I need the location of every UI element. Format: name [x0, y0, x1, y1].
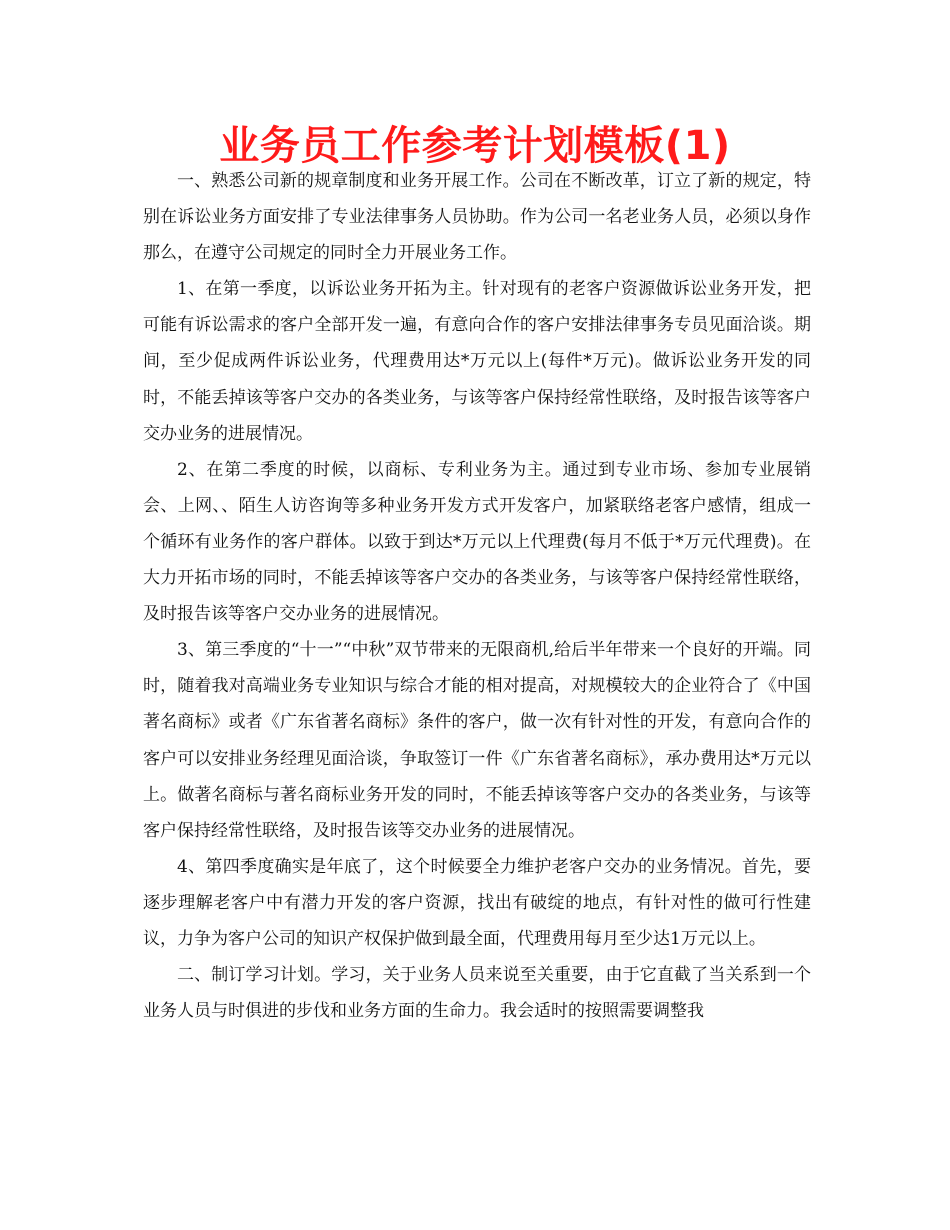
- paragraph-intro: 一、熟悉公司新的规章制度和业务开展工作。公司在不断改革，订立了新的规定，特别在诉讼业务方面安排了专业法律事务人员协助。作为公司一名老业务人员，必须以身作那么，在遵守公司规定的同时全力开展业务工作。: [143, 171, 811, 264]
- paragraph-study-plan: 二、制订学习计划。学习，关于业务人员来说至关重要，由于它直截了当关系到一个业务人员与时俱进的步伐和业务方面的生命力。我会适时的按照需要调整我: [143, 965, 811, 1022]
- paragraph-q2: 2、在第二季度的时候，以商标、专利业务为主。通过到专业市场、参加专业展销会、上网、、陌生人访咨询等多种业务开发方式开发客户，加紧联络老客户感情，组成一个循环有业务作的客户群体。以致于到达*万元以上代理费(每月不低于*万元代理费)。在大力开拓市场的同时，不能丢掉该等客户交办的各类业务，与该等客户保持经常性联络，及时报告该等客户交办业务的进展情况。: [143, 459, 811, 625]
- paragraph-q3: 3、第三季度的“十一”“中秋”双节带来的无限商机,给后半年带来一个良好的开端。同时，随着我对高端业务专业知识与综合才能的相对提高，对规模较大的企业符合了《中国著名商标》或者《广东省著名商标》条件的客户，做一次有针对性的开发，有意向合作的客户可以安排业务经理见面洽谈，争取签订一件《广东省著名商标》，承办费用达*万元以上。做著名商标与著名商标业务开发的同时，不能丢掉该等客户交办的各类业务，与该等客户保持经常性联络，及时报告该等交办业务的进展情况。: [143, 640, 811, 841]
- document-body: [143, 163, 811, 1029]
- paragraph-q1: 1、在第一季度，以诉讼业务开拓为主。针对现有的老客户资源做诉讼业务开发，把可能有诉讼需求的客户全部开发一遍，有意向合作的客户安排法律事务专员见面洽谈。期间，至少促成两件诉讼业务，代理费用达*万元以上(每件*万元)。做诉讼业务开发的同时，不能丢掉该等客户交办的各类业务，与该等客户保持经常性联络，及时报告该等客户交办业务的进展情况。: [143, 279, 811, 444]
- document-title: 业务员工作参考计划模板(1): [219, 123, 731, 169]
- paragraph-q4: 4、第四季度确实是年底了，这个时候要全力维护老客户交办的业务情况。首先，要逐步理解老客户中有潜力开发的客户资源，找出有破绽的地点，有针对性的做可行性建议，力争为客户公司的知识产权保护做到最全面，代理费用每月至少达1万元以上。: [143, 856, 811, 949]
